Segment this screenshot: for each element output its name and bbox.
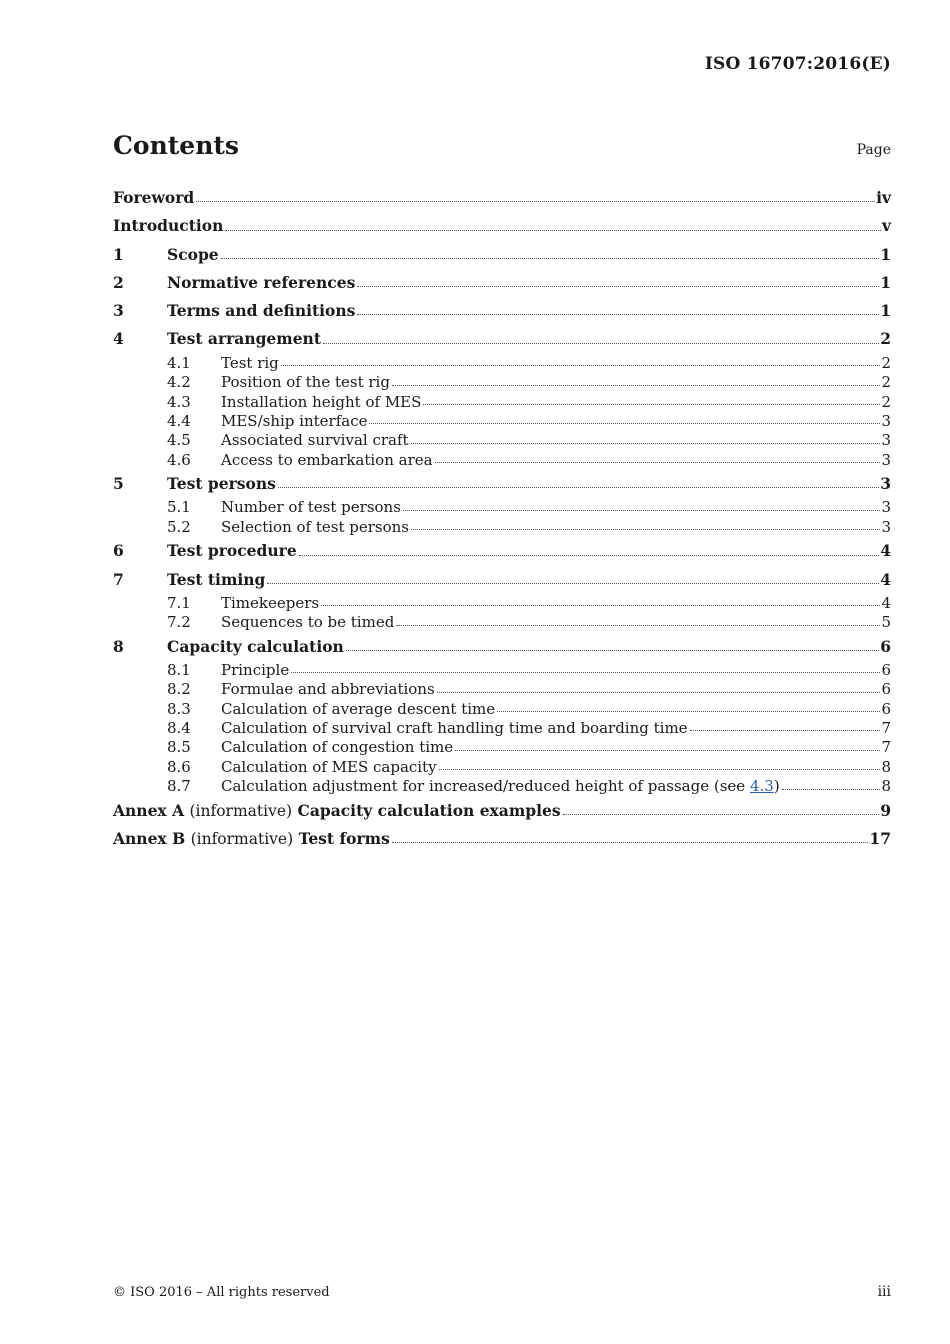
toc-entry-8-4[interactable]	[113, 719, 891, 738]
toc-title	[113, 825, 390, 853]
toc-entry-4-5[interactable]	[113, 431, 891, 450]
leader-dots	[455, 750, 880, 751]
toc-page: iv	[876, 188, 891, 207]
toc-entry-5-2[interactable]	[113, 518, 891, 537]
toc-page: 8	[881, 757, 891, 776]
toc-title: Calculation of MES capacity	[221, 757, 437, 776]
toc-title: MES/ship interface	[221, 411, 368, 430]
toc-number: 8.4	[167, 719, 191, 738]
annex-label: Annex B	[113, 828, 186, 848]
leader-dots	[411, 443, 881, 444]
document-id: ISO 16707:2016(E)	[704, 54, 891, 74]
toc-title: Access to embarkation area	[221, 450, 433, 469]
toc-entry-4-3[interactable]	[113, 393, 891, 412]
leader-dots	[435, 462, 881, 463]
toc-number: 8	[113, 636, 124, 656]
toc-page: v	[881, 216, 891, 236]
toc-page: 7	[881, 719, 891, 738]
toc-page: 1	[880, 272, 891, 292]
leader-dots	[281, 365, 881, 366]
toc-title: Number of test persons	[221, 498, 401, 517]
leader-dots	[291, 672, 880, 673]
toc-title: Terms and definitions	[167, 301, 356, 321]
toc-entry-2[interactable]	[113, 269, 891, 297]
toc-entry-8-3[interactable]	[113, 700, 891, 719]
toc-page: 7	[881, 738, 891, 757]
footer-copyright: © ISO 2016 – All rights reserved	[113, 1285, 330, 1300]
leader-dots	[267, 583, 879, 584]
leader-dots	[392, 842, 869, 843]
toc-page: 2	[881, 373, 891, 392]
toc-title	[113, 797, 561, 825]
toc-entry-4-2[interactable]	[113, 373, 891, 392]
toc-title: Test timing	[167, 569, 266, 589]
toc-number: 7	[113, 569, 124, 589]
toc-entry-3[interactable]	[113, 297, 891, 325]
toc-page: 2	[881, 392, 891, 411]
contents-title: Contents	[113, 131, 240, 160]
leader-dots	[196, 201, 875, 202]
toc-number: 8.3	[167, 699, 191, 718]
toc-number: 8.6	[167, 757, 191, 776]
leader-dots	[369, 423, 880, 424]
annex-title: Test forms	[298, 828, 390, 848]
toc-title	[221, 777, 780, 796]
toc-entry-5[interactable]	[113, 470, 891, 498]
toc-entry-5-1[interactable]	[113, 498, 891, 517]
toc-number: 5.1	[167, 498, 191, 517]
toc-title: Formulae and abbreviations	[221, 680, 435, 699]
toc-title: Test rig	[221, 353, 279, 372]
toc-title: Scope	[167, 244, 219, 264]
toc-number: 8.2	[167, 680, 191, 699]
leader-dots	[323, 343, 879, 344]
toc-page: 17	[869, 828, 891, 848]
toc-title: Normative references	[167, 272, 356, 292]
toc-number: 4.4	[167, 411, 191, 430]
toc-entry-7-1[interactable]	[113, 594, 891, 613]
toc-entry-7-2[interactable]	[113, 613, 891, 632]
toc-page: 3	[881, 517, 891, 536]
toc-title: Capacity calculation	[167, 636, 344, 656]
toc-page: 4	[880, 569, 891, 589]
leader-dots	[278, 487, 879, 488]
toc-number: 7.2	[167, 613, 191, 632]
toc-title: Timekeepers	[221, 593, 320, 612]
toc-page: 1	[880, 301, 891, 321]
toc-title-text: Calculation adjustment for increased/reduced height of passage (see	[221, 777, 750, 796]
table-of-contents	[113, 184, 891, 853]
leader-dots	[403, 510, 881, 511]
toc-entry-annex-a[interactable]	[113, 797, 891, 825]
leader-dots	[437, 692, 881, 693]
toc-page: 2	[880, 329, 891, 349]
toc-page: 5	[881, 613, 891, 632]
toc-page: 4	[881, 593, 891, 612]
toc-entry-8-1[interactable]	[113, 661, 891, 680]
toc-entry-foreword[interactable]	[113, 184, 891, 212]
toc-page: 8	[881, 777, 891, 796]
toc-number: 3	[113, 301, 124, 321]
toc-entry-8-5[interactable]	[113, 738, 891, 757]
annex-note: (informative)	[190, 829, 294, 848]
leader-dots	[221, 258, 880, 259]
toc-entry-7[interactable]	[113, 566, 891, 594]
toc-number: 1	[113, 244, 124, 264]
toc-page: 3	[881, 450, 891, 469]
leader-dots	[396, 625, 880, 626]
toc-entry-4-6[interactable]	[113, 451, 891, 470]
toc-number: 8.7	[167, 777, 191, 796]
toc-page: 3	[881, 498, 891, 517]
toc-entry-annex-b[interactable]	[113, 825, 891, 853]
toc-number: 6	[113, 541, 124, 561]
leader-dots	[357, 286, 879, 287]
leader-dots	[357, 314, 879, 315]
toc-number: 5	[113, 474, 124, 494]
toc-entry-1[interactable]	[113, 241, 891, 269]
toc-title: Test arrangement	[167, 329, 321, 349]
toc-number: 4.2	[167, 373, 191, 392]
toc-number: 4.6	[167, 450, 191, 469]
toc-page: 2	[881, 353, 891, 372]
toc-title: Installation height of MES	[221, 392, 422, 411]
cross-reference-link[interactable]: 4.3	[749, 777, 774, 796]
toc-number: 8.5	[167, 738, 191, 757]
toc-number: 4.5	[167, 431, 191, 450]
toc-title: Principle	[221, 660, 290, 679]
toc-page: 6	[881, 680, 891, 699]
footer-page-number: iii	[877, 1284, 891, 1300]
toc-title: Position of the test rig	[221, 373, 390, 392]
toc-entry-introduction[interactable]	[113, 212, 891, 240]
leader-dots	[225, 230, 881, 231]
toc-title: Calculation of average descent time	[221, 699, 496, 718]
toc-number: 4.1	[167, 353, 191, 372]
toc-title: Selection of test persons	[221, 517, 409, 536]
toc-number: 4	[113, 329, 124, 349]
toc-title: Sequences to be timed	[221, 613, 395, 632]
toc-page: 4	[880, 541, 891, 561]
toc-page: 3	[881, 411, 891, 430]
toc-title: Test persons	[167, 474, 276, 494]
toc-title: Foreword	[113, 188, 195, 207]
leader-dots	[563, 814, 880, 815]
toc-number: 4.3	[167, 392, 191, 411]
leader-dots	[497, 711, 880, 712]
toc-number: 5.2	[167, 517, 191, 536]
annex-label: Annex A	[113, 800, 185, 820]
leader-dots	[392, 385, 881, 386]
leader-dots	[423, 404, 880, 405]
toc-number: 7.1	[167, 593, 191, 612]
leader-dots	[690, 730, 881, 731]
toc-title: Introduction	[113, 216, 224, 236]
toc-entry-8-2[interactable]	[113, 680, 891, 699]
toc-page: 6	[881, 660, 891, 679]
leader-dots	[411, 529, 880, 530]
toc-title: Calculation of congestion time	[221, 738, 454, 757]
toc-page: 6	[881, 699, 891, 718]
toc-title: Test procedure	[167, 541, 297, 561]
leader-dots	[439, 769, 881, 770]
toc-entry-4[interactable]	[113, 325, 891, 353]
toc-entry-6[interactable]	[113, 537, 891, 565]
toc-entry-8-6[interactable]	[113, 758, 891, 777]
toc-page: 6	[880, 636, 891, 656]
toc-number: 8.1	[167, 660, 191, 679]
annex-title: Capacity calculation examples	[297, 800, 561, 820]
leader-dots	[299, 555, 880, 556]
leader-dots	[321, 605, 880, 606]
toc-title: Associated survival craft	[221, 431, 409, 450]
toc-entry-8-7[interactable]	[113, 777, 891, 796]
toc-entry-4-4[interactable]	[113, 412, 891, 431]
toc-entry-4-1[interactable]	[113, 354, 891, 373]
annex-note: (informative)	[189, 801, 293, 820]
page-column-label: Page	[856, 142, 891, 158]
toc-page: 1	[880, 244, 891, 264]
toc-page: 3	[881, 431, 891, 450]
toc-page: 9	[880, 800, 891, 820]
leader-dots	[346, 650, 879, 651]
toc-title: Calculation of survival craft handling time and boarding time	[221, 719, 688, 738]
toc-page: 3	[880, 474, 891, 494]
toc-title-close: )	[773, 777, 780, 796]
leader-dots	[782, 789, 881, 790]
toc-entry-8[interactable]	[113, 633, 891, 661]
toc-number: 2	[113, 272, 124, 292]
